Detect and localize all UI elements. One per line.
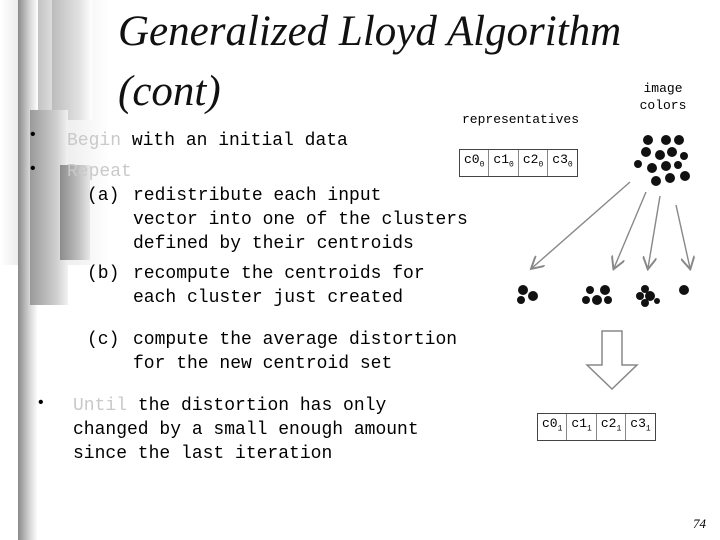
bullet-marker: • (30, 126, 36, 143)
color-dot (582, 296, 590, 304)
color-dot (674, 161, 682, 169)
keyword-until: Until (73, 396, 128, 416)
color-dot (592, 295, 602, 305)
color-dot (634, 160, 642, 168)
color-dot (651, 176, 661, 186)
until-line-3: since the last iteration (73, 444, 333, 464)
bullet-marker: • (30, 160, 36, 177)
step-b-line-1: recompute the centroids for (133, 264, 425, 284)
color-dot (679, 285, 689, 295)
bullet-until: Until the distortion has only (73, 396, 387, 416)
color-dot (586, 286, 594, 294)
codebook-cell: $c1_1$ (567, 414, 596, 440)
down-arrow-icon (587, 331, 637, 389)
color-dot (528, 291, 538, 301)
arrow-to-cluster-1 (614, 192, 646, 268)
cluster-2 (636, 285, 660, 307)
cluster-0 (517, 285, 538, 304)
codebook-cell: $c0_1$ (538, 414, 567, 440)
codebook-cell: $c2_0$ (519, 150, 548, 176)
color-dot (517, 296, 525, 304)
step-a-tag: (a) (87, 186, 120, 206)
step-c-line-1: compute the average distortion (133, 330, 458, 350)
codebook-cell: $c0_0$ (460, 150, 489, 176)
color-dot (674, 135, 684, 145)
image-colors-cluster (634, 135, 690, 186)
color-dot (518, 285, 528, 295)
color-dot (680, 152, 688, 160)
bullet-begin: Begin with an initial data (67, 131, 348, 151)
step-a-line-3: defined by their centroids (133, 234, 414, 254)
arrow-to-cluster-0 (532, 182, 630, 268)
color-dot (600, 285, 610, 295)
representatives-label: representatives (462, 112, 580, 127)
step-a-line-2: vector into one of the clusters (133, 210, 468, 230)
color-dot (641, 299, 649, 307)
step-b-line-2: each cluster just created (133, 288, 404, 308)
codebook-cell: $c3_0$ (552, 152, 573, 170)
codebook-cell: $c1_0$ (489, 150, 518, 176)
keyword-begin: Begin (67, 131, 122, 151)
arrow-to-cluster-3 (676, 205, 690, 268)
step-c-tag: (c) (87, 330, 120, 350)
color-dot (661, 135, 671, 145)
until-line-2: changed by a small enough amount (73, 420, 419, 440)
keyword-repeat: Repeat (67, 162, 132, 182)
color-dot (680, 171, 690, 181)
step-b-tag: (b) (87, 264, 120, 284)
page-number: 74 (693, 516, 706, 531)
cluster-1 (582, 285, 612, 305)
color-dot (604, 296, 612, 304)
color-dot (654, 298, 660, 304)
cluster-3 (679, 285, 689, 295)
step-c-line-2: for the new centroid set (133, 354, 393, 374)
color-dot (636, 292, 644, 300)
step-a-line-1: redistribute each input (133, 186, 382, 206)
bullet-marker: • (38, 394, 44, 411)
codebook-cell: $c2_1$ (597, 414, 626, 440)
color-dot (665, 173, 675, 183)
title-line-2: (cont) (118, 68, 221, 115)
color-dot (647, 163, 657, 173)
codebook-cell: $c3_1$ (630, 416, 651, 434)
color-dot (641, 147, 651, 157)
color-dot (661, 161, 671, 171)
image-colors-label: image colors (639, 81, 687, 113)
arrow-to-cluster-2 (648, 196, 660, 268)
color-dot (655, 150, 665, 160)
color-dot (667, 147, 677, 157)
color-dot (643, 135, 653, 145)
distribution-arrows (532, 182, 690, 268)
title-line-1: Generalized Lloyd Algorithm (118, 8, 622, 55)
